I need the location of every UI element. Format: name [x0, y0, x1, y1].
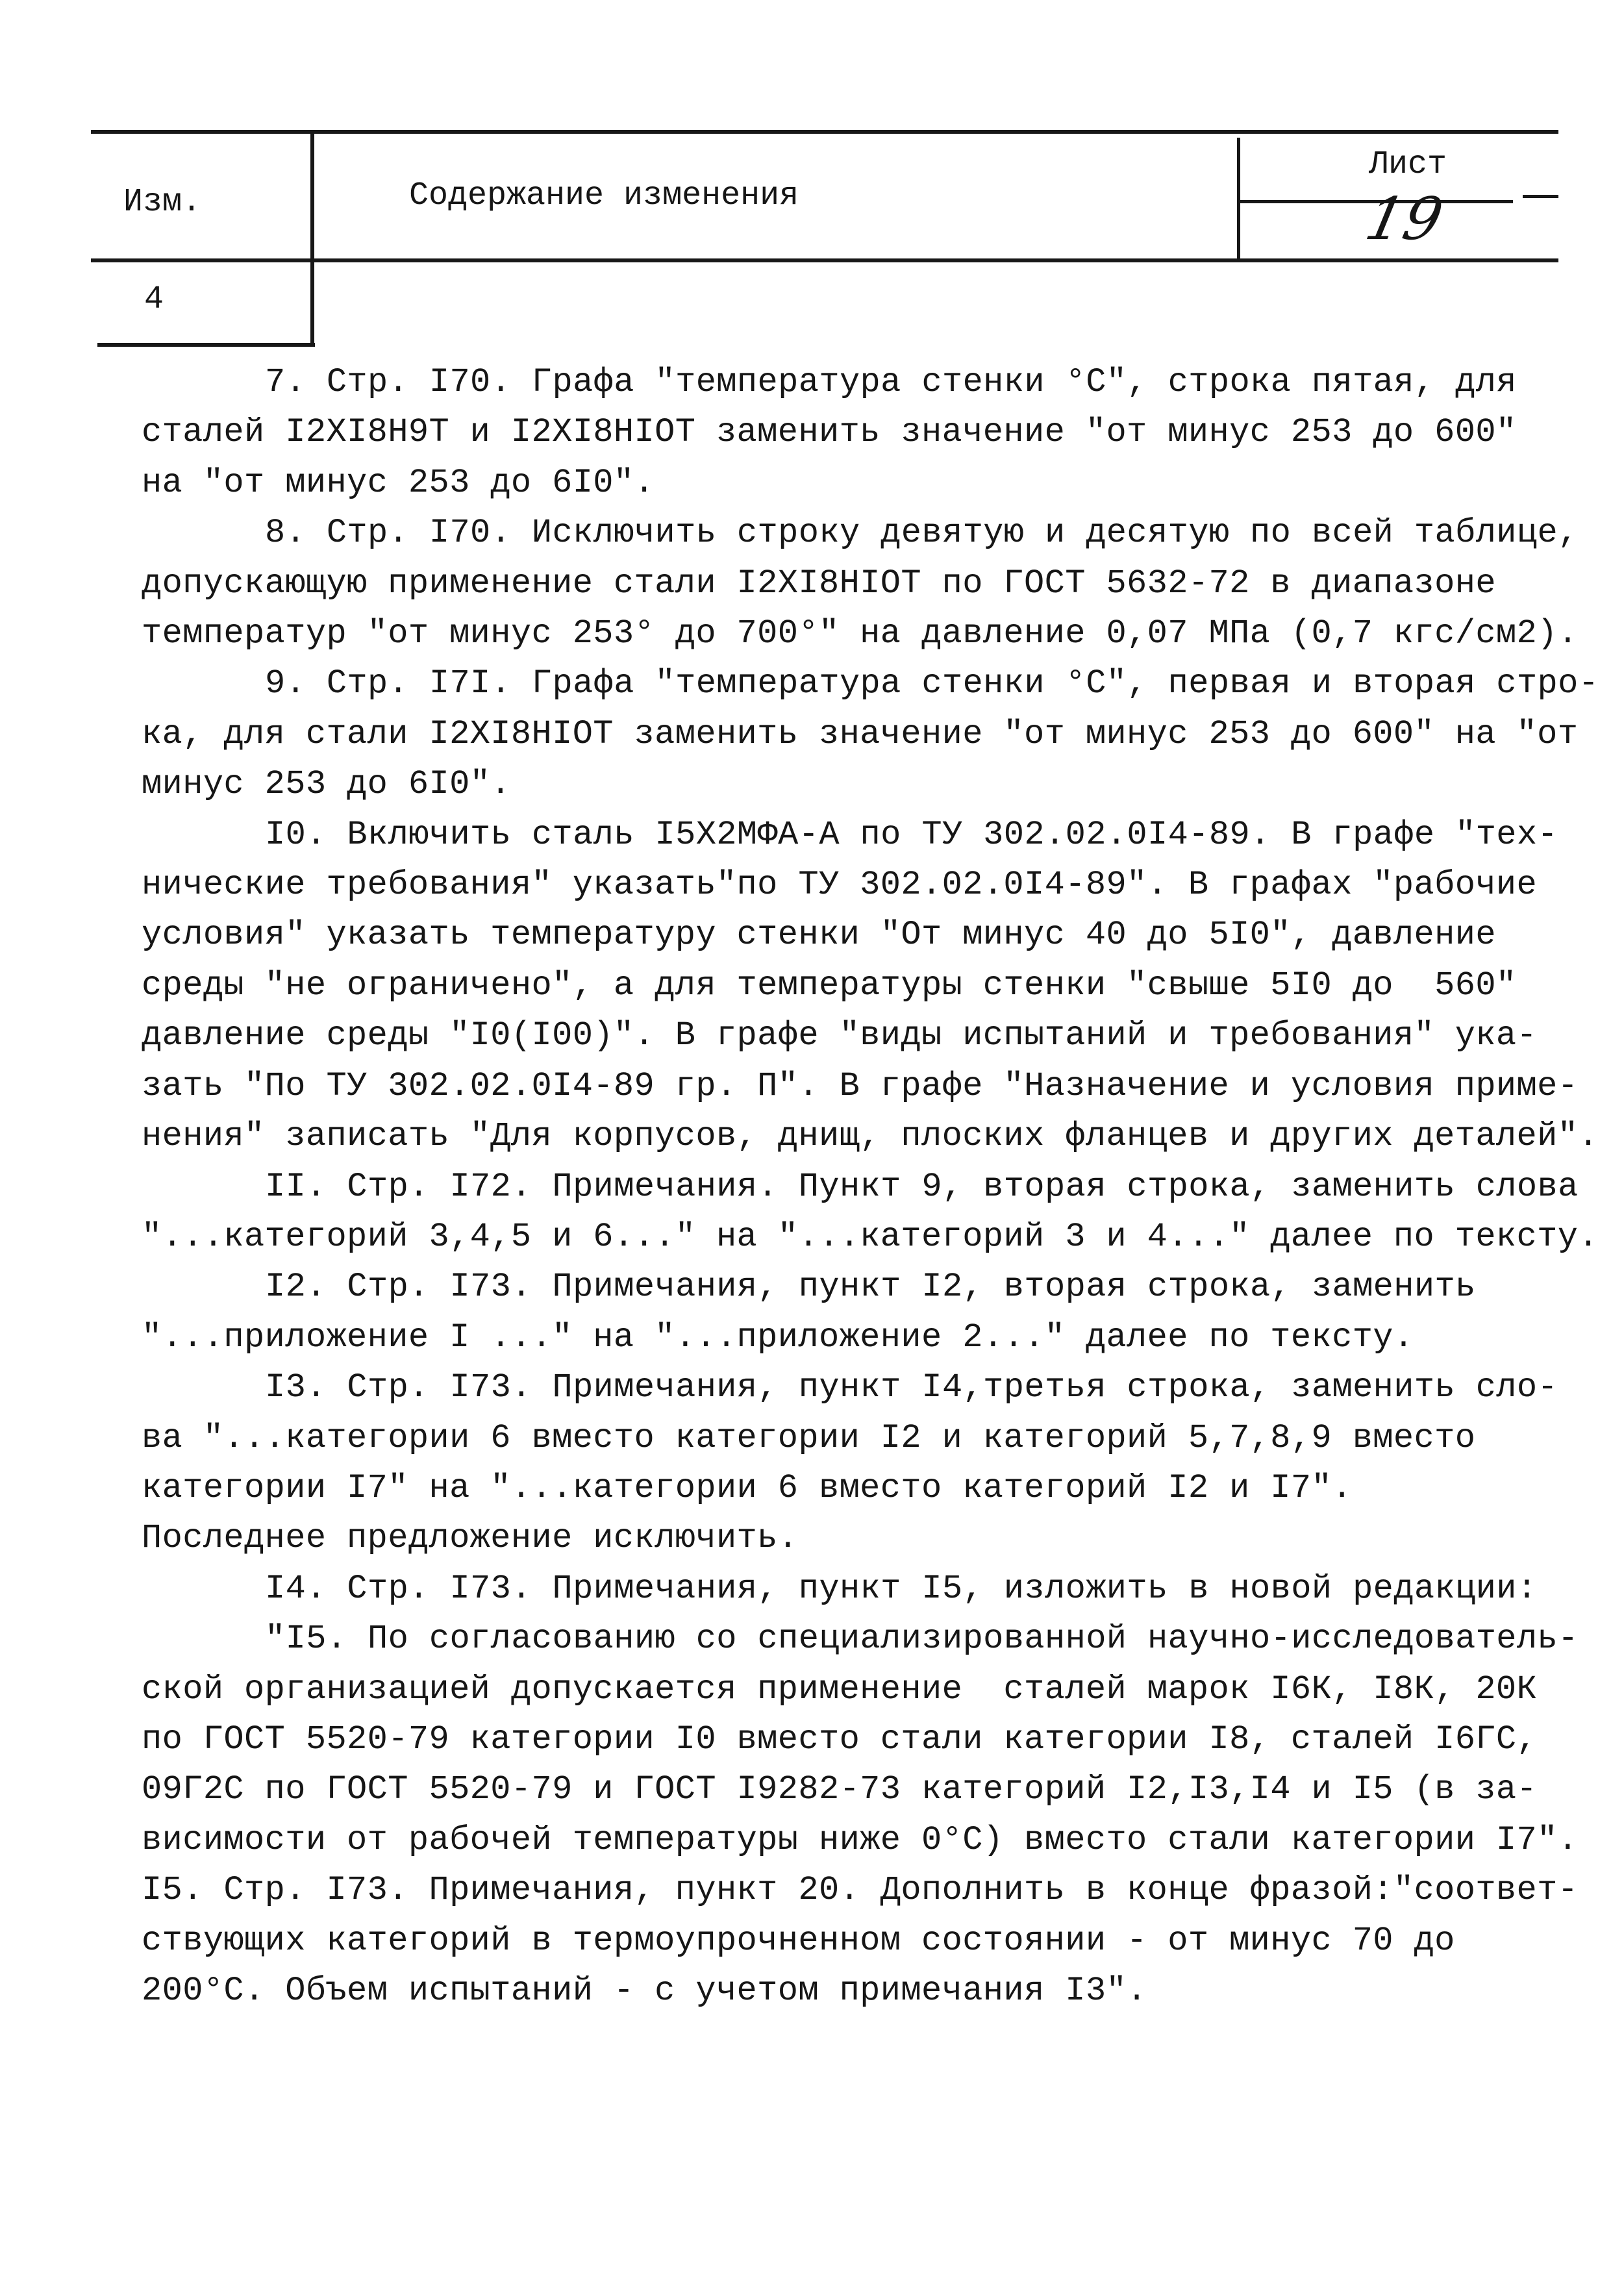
text-line: "I5. По согласованию со специализированной научно-исследователь- [265, 1620, 1579, 1659]
text-line: 9. Стр. I7I. Графа "температура стенки °С", первая и вторая стро- [265, 664, 1599, 703]
text-line: I4. Стр. I73. Примечания, пункт I5, изложить в новой редакции: [265, 1569, 1538, 1608]
text-line: I2. Стр. I73. Примечания, пункт I2, вторая строка, заменить [265, 1268, 1476, 1307]
text-line: нические требования" указать"по ТУ 302.02.0I4-89". В графах "рабочие [142, 866, 1538, 905]
paragraph-item [142, 1362, 1590, 1564]
text-line: ствующих категорий в термоупрочненном состоянии - от минус 70 до [142, 1921, 1455, 1960]
paragraph-item [142, 508, 1590, 658]
text-line: "...приложение I ..." на "...приложение 2..." далее по тексту. [142, 1318, 1414, 1357]
text-line: Последнее предложение исключить. [142, 1519, 799, 1558]
text-line: I5. Стр. I73. Примечания, пункт 20. Дополнить в конце фразой:"соответ- [142, 1871, 1579, 1910]
paragraph-item [142, 658, 1599, 809]
paragraph-item [142, 1162, 1599, 1262]
text-line: температур "от минус 253° до 700°" на давление 0,07 МПа (0,7 кгс/см2). [142, 614, 1579, 653]
text-line: среды "не ограничено", а для температуры стенки "свыше 5I0 до 560" [142, 966, 1517, 1005]
paragraph-item [142, 1614, 1590, 1865]
text-line: II. Стр. I72. Примечания. Пункт 9, вторая строка, заменить слова [265, 1167, 1579, 1206]
text-line: 200°С. Объем испытаний - с учетом примечания I3". [142, 1972, 1147, 2010]
text-line: на "от минус 253 до 6I0". [142, 463, 655, 502]
text-line: ской организацией допускается применение сталей марок I6К, I8К, 20К [142, 1670, 1538, 1709]
paragraph-item [142, 1564, 1590, 1614]
text-line: сталей I2XI8H9T и I2XI8HIOT заменить значение "от минус 253 до 600" [142, 413, 1517, 452]
sheet-number: 19 [1359, 185, 1449, 253]
header-sheet-label: Лист [1369, 146, 1447, 183]
paragraph-item [142, 357, 1590, 508]
text-line: по ГОСТ 5520-79 категории I0 вместо стали категории I8, сталей I6ГС, [142, 1720, 1538, 1759]
text-line: условия" указать температуру стенки "От минус 40 до 5I0", давление [142, 916, 1496, 955]
text-line: ва "...категории 6 вместо категории I2 и категорий 5,7,8,9 вместо [142, 1418, 1476, 1457]
text-line: давление среды "I0(I00)". В графе "виды испытаний и требования" ука- [142, 1016, 1538, 1055]
text-line: категории I7" на "...категории 6 вместо категорий I2 и I7". [142, 1468, 1353, 1507]
change-number-value: 4 [144, 281, 164, 318]
paragraph-item [142, 1865, 1590, 2016]
header-bottom-rule [97, 343, 315, 347]
header-content-label: Содержание изменения [409, 177, 799, 214]
paragraph-item [142, 1262, 1590, 1362]
text-line: зать "По ТУ 302.02.0I4-89 гр. П". В графе "Назначение и условия приме- [142, 1066, 1579, 1105]
text-line: 09Г2С по ГОСТ 5520-79 и ГОСТ I9282-73 категорий I2,I3,I4 и I5 (в за- [142, 1770, 1538, 1809]
text-line: ка, для стали I2XI8HIOT заменить значение "от минус 253 до 600" на "от [142, 714, 1579, 753]
text-line: нения" записать "Для корпусов, днищ, плоских фланцев и других деталей". [142, 1117, 1599, 1156]
document-body [142, 357, 1599, 2016]
text-line: 7. Стр. I70. Графа "температура стенки °С", строка пятая, для [265, 363, 1517, 401]
text-line: допускающую применение стали I2XI8HIOT по ГОСТ 5632-72 в диапазоне [142, 564, 1496, 603]
text-line: 8. Стр. I70. Исключить строку девятую и десятую по всей таблице, [265, 514, 1579, 553]
header-change-number-label: Изм. [123, 184, 202, 221]
text-line: "...категорий 3,4,5 и 6..." на "...категорий 3 и 4..." далее по тексту. [142, 1217, 1599, 1256]
paragraph-item [142, 810, 1599, 1162]
text-line: минус 253 до 6I0". [142, 765, 511, 804]
text-line: I3. Стр. I73. Примечания, пункт I4,третья строка, заменить сло- [265, 1368, 1558, 1407]
sheet-cell-dash [1523, 195, 1558, 198]
header-vertical-rule-left [310, 130, 314, 347]
text-line: висимости от рабочей температуры ниже 0°С) вместо стали категории I7". [142, 1820, 1579, 1859]
text-line: I0. Включить сталь I5X2МФА-А по ТУ 302.02.0I4-89. В графе "тех- [265, 815, 1558, 854]
